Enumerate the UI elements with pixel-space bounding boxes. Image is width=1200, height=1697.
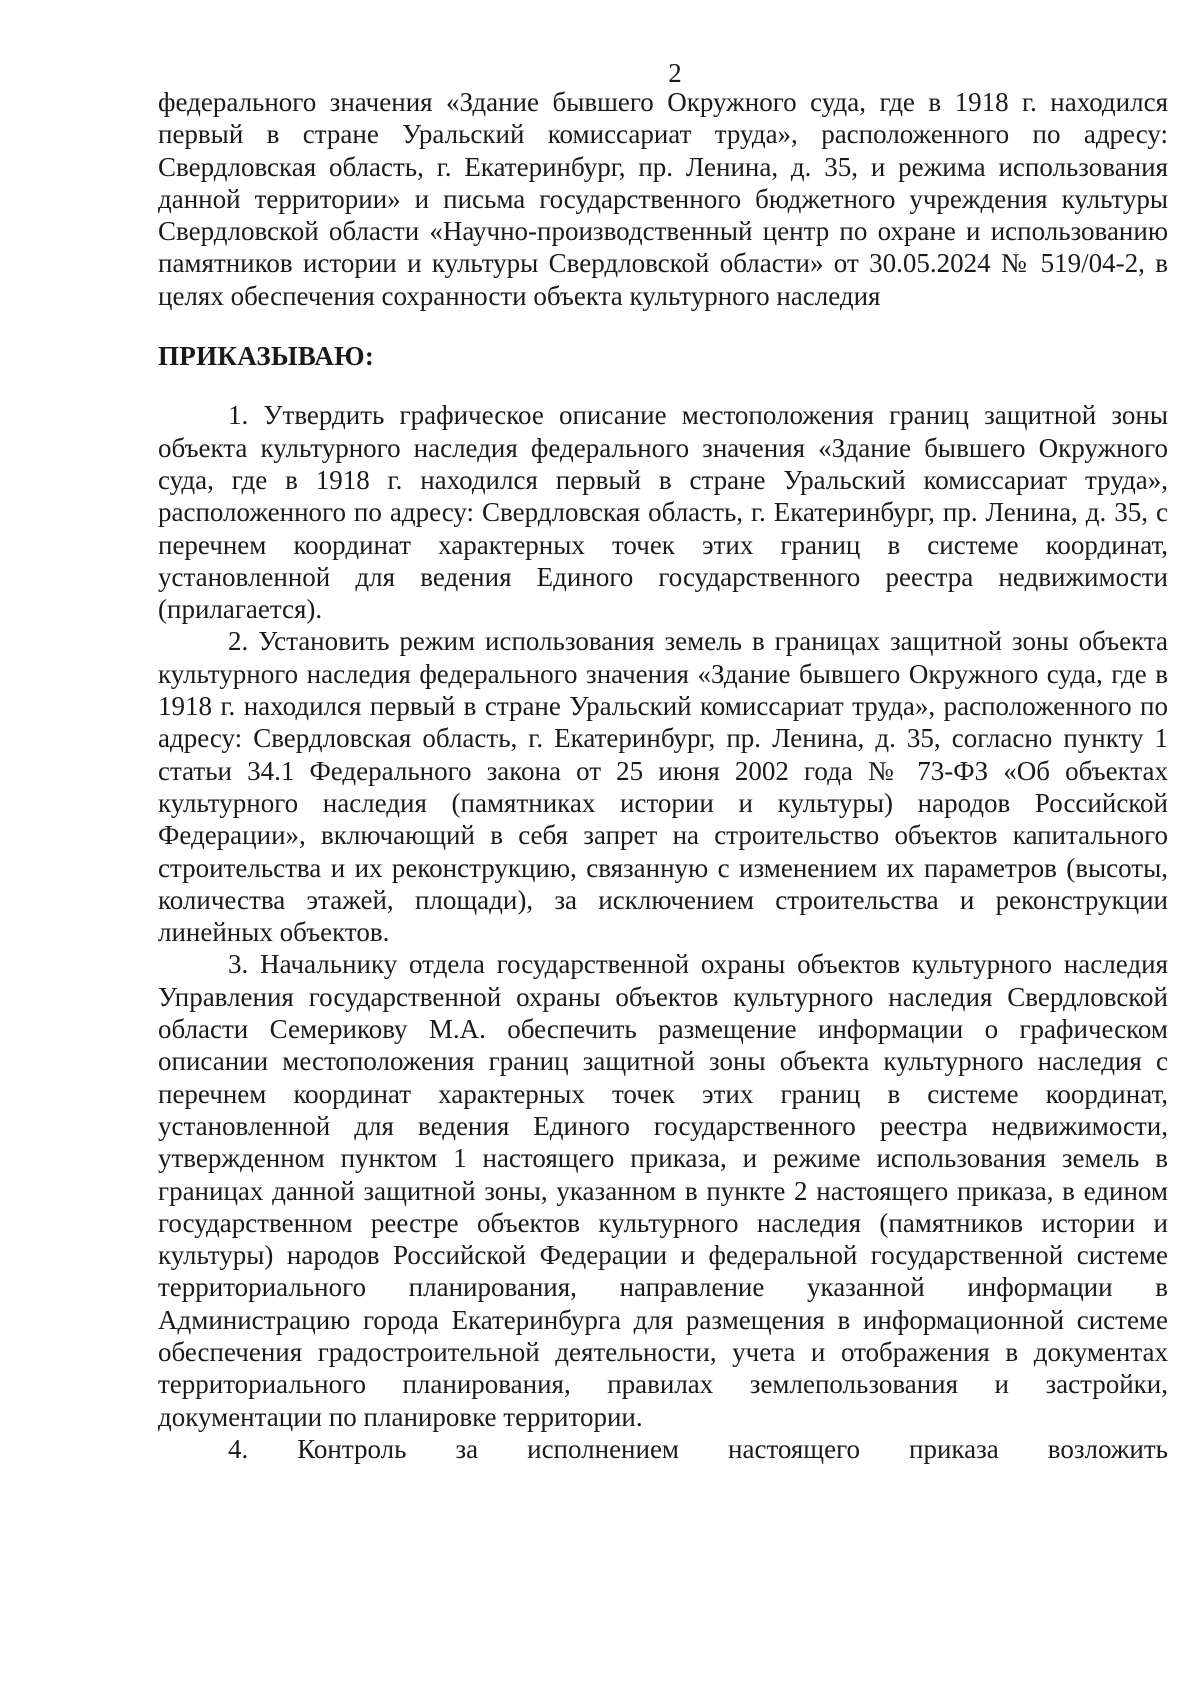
- order-item-4: 4. Контроль за исполнением настоящего приказа возложить: [228, 1433, 1168, 1464]
- order-item-3: 3. Начальнику отдела государственной охраны объектов культурного наследия Управления государственной охраны объектов культурного наследия Свердловской области Семерикову М.А. обеспечить размещение информации о графическом описании местоположения границ защитной зоны объекта культурного наследия с перечнем координат характерных точек этих границ в системе координат, установленной для ведения Единого государственного реестра недвижимости, утвержденном пунктом 1 настоящего приказа, и режиме использования земель в границах данной защитной зоны, указанном в пункте 2 настоящего приказа, в едином государственном реестре объектов культурного наследия (памятников истории и культуры) народов Российской Федерации и федеральной государственной системе территориального планирования, направление указанной информации в Администрацию города Екатеринбурга для размещения в информационной системе обеспечения градостроительной деятельности, учета и отображения в документах территориального планирования, правилах землепользования и застройки, документации по планировке территории.: [158, 949, 1168, 1432]
- intro-paragraph: федерального значения «Здание бывшего Окружного суда, где в 1918 г. находился первый в стране Уральский комиссариат труда», расположенного по адресу: Свердловская область, г. Екатеринбург, пр. Ленина, д. 35, и режима использования данной территории» и письма государственного бюджетного учреждения культуры Свердловской области «Научно-производственный центр по охране и использованию памятников истории и культуры Свердловской области» от 30.05.2024 № 519/04-2, в целях обеспечения сохранности объекта культурного наследия: [158, 87, 1168, 311]
- order-item-2: 2. Установить режим использования земель в границах защитной зоны объекта культурного наследия федерального значения «Здание бывшего Окружного суда, где в 1918 г. находился первый в стране Уральский комиссариат труда», расположенного по адресу: Свердловская область, г. Екатеринбург, пр. Ленина, д. 35, согласно пункту 1 статьи 34.1 Федерального закона от 25 июня 2002 года № 73-ФЗ «Об объектах культурного наследия (памятниках истории и культуры) народов Российской Федерации», включающий в себя запрет на строительство объектов капитального строительства и их реконструкцию, связанную с изменением их параметров (высоты, количества этажей, площади), за исключением строительства и реконструкции линейных объектов.: [158, 626, 1168, 948]
- document-body: [158, 86, 1168, 1465]
- order-heading: ПРИКАЗЫВАЮ:: [158, 341, 375, 372]
- page-number: 2: [668, 58, 682, 88]
- order-item-1: 1. Утвердить графическое описание местоположения границ защитной зоны объекта культурного наследия федерального значения «Здание бывшего Окружного суда, где в 1918 г. находился первый в стране Уральский комиссариат труда», расположенного по адресу: Свердловская область, г. Екатеринбург, пр. Ленина, д. 35, с перечнем координат характерных точек этих границ в системе координат, установленной для ведения Единого государственного реестра недвижимости (прилагается).: [158, 400, 1168, 625]
